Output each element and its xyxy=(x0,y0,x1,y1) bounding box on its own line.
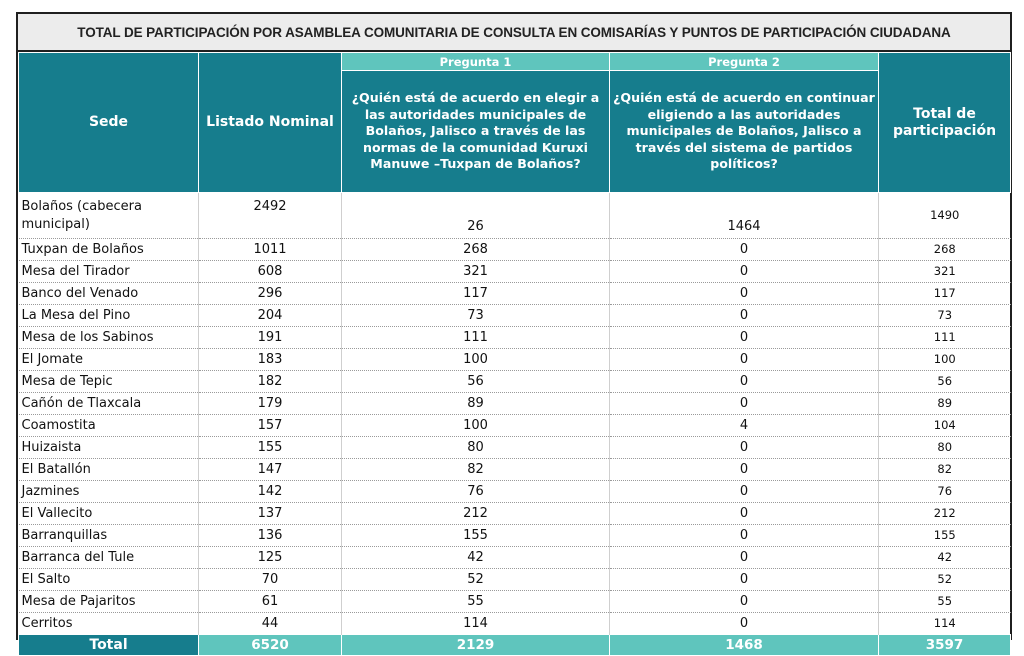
cell-pregunta-2: 0 xyxy=(610,371,879,393)
table-row xyxy=(19,305,1011,327)
cell-sede: Barranca del Tule xyxy=(19,547,199,569)
cell-listado: 44 xyxy=(199,613,342,635)
cell-listado: 136 xyxy=(199,525,342,547)
cell-pregunta-2: 0 xyxy=(610,569,879,591)
total-listado: 6520 xyxy=(199,635,342,656)
cell-total: 117 xyxy=(879,283,1011,305)
total-participacion: 3597 xyxy=(879,635,1011,656)
cell-pregunta-1: 76 xyxy=(342,481,610,503)
cell-sede: Coamostita xyxy=(19,415,199,437)
cell-total: 104 xyxy=(879,415,1011,437)
cell-sede: El Salto xyxy=(19,569,199,591)
table-row xyxy=(19,261,1011,283)
cell-total: 111 xyxy=(879,327,1011,349)
cell-sede: Jazmines xyxy=(19,481,199,503)
cell-sede: Mesa de Tepic xyxy=(19,371,199,393)
cell-pregunta-1: 117 xyxy=(342,283,610,305)
cell-listado: 157 xyxy=(199,415,342,437)
cell-listado: 182 xyxy=(199,371,342,393)
cell-pregunta-1: 100 xyxy=(342,415,610,437)
cell-pregunta-2: 0 xyxy=(610,481,879,503)
table-row xyxy=(19,503,1011,525)
cell-listado: 155 xyxy=(199,437,342,459)
cell-sede: Tuxpan de Bolaños xyxy=(19,239,199,261)
cell-total: 55 xyxy=(879,591,1011,613)
header-pregunta-2: Pregunta 2 xyxy=(610,53,879,71)
cell-pregunta-1: 26 xyxy=(342,193,610,239)
cell-pregunta-2: 0 xyxy=(610,327,879,349)
cell-pregunta-2: 0 xyxy=(610,547,879,569)
cell-total: 321 xyxy=(879,261,1011,283)
total-pregunta-2: 1468 xyxy=(610,635,879,656)
cell-pregunta-2: 0 xyxy=(610,283,879,305)
table-row xyxy=(19,415,1011,437)
cell-sede: Cerritos xyxy=(19,613,199,635)
cell-pregunta-1: 55 xyxy=(342,591,610,613)
cell-pregunta-1: 52 xyxy=(342,569,610,591)
cell-pregunta-2: 4 xyxy=(610,415,879,437)
cell-sede: El Batallón xyxy=(19,459,199,481)
cell-sede: Mesa del Tirador xyxy=(19,261,199,283)
cell-total: 114 xyxy=(879,613,1011,635)
cell-pregunta-1: 111 xyxy=(342,327,610,349)
cell-pregunta-1: 82 xyxy=(342,459,610,481)
header-total-participacion: Total de participación xyxy=(879,53,1011,193)
participation-table-frame xyxy=(16,12,1012,653)
cell-pregunta-1: 114 xyxy=(342,613,610,635)
header-listado-nominal: Listado Nominal xyxy=(199,53,342,193)
cell-pregunta-2: 0 xyxy=(610,239,879,261)
table-row xyxy=(19,327,1011,349)
table-row xyxy=(19,283,1011,305)
cell-pregunta-1: 321 xyxy=(342,261,610,283)
cell-listado: 608 xyxy=(199,261,342,283)
cell-listado: 125 xyxy=(199,547,342,569)
cell-pregunta-2: 0 xyxy=(610,437,879,459)
cell-pregunta-2: 0 xyxy=(610,525,879,547)
cell-pregunta-1: 42 xyxy=(342,547,610,569)
cell-sede: Banco del Venado xyxy=(19,283,199,305)
cell-pregunta-1: 155 xyxy=(342,525,610,547)
table-row xyxy=(19,613,1011,635)
cell-sede: Huizaista xyxy=(19,437,199,459)
cell-pregunta-1: 56 xyxy=(342,371,610,393)
cell-sede: La Mesa del Pino xyxy=(19,305,199,327)
table-row xyxy=(19,371,1011,393)
cell-pregunta-2: 0 xyxy=(610,459,879,481)
cell-sede: Mesa de Pajaritos xyxy=(19,591,199,613)
header-pregunta-1: Pregunta 1 xyxy=(342,53,610,71)
cell-listado: 147 xyxy=(199,459,342,481)
cell-pregunta-1: 89 xyxy=(342,393,610,415)
cell-pregunta-2: 1464 xyxy=(610,193,879,239)
table-row xyxy=(19,547,1011,569)
cell-listado: 61 xyxy=(199,591,342,613)
cell-listado: 142 xyxy=(199,481,342,503)
cell-pregunta-1: 100 xyxy=(342,349,610,371)
table-row xyxy=(19,591,1011,613)
table-row xyxy=(19,393,1011,415)
cell-total: 89 xyxy=(879,393,1011,415)
cell-sede: El Vallecito xyxy=(19,503,199,525)
cell-total: 1490 xyxy=(879,193,1011,239)
table-row xyxy=(19,459,1011,481)
table-row xyxy=(19,193,1011,239)
totals-row xyxy=(19,635,1011,656)
cell-listado: 70 xyxy=(199,569,342,591)
cell-listado: 183 xyxy=(199,349,342,371)
cell-total: 100 xyxy=(879,349,1011,371)
header-sede: Sede xyxy=(19,53,199,193)
cell-pregunta-2: 0 xyxy=(610,613,879,635)
cell-pregunta-1: 73 xyxy=(342,305,610,327)
totals-label: Total xyxy=(19,635,199,656)
cell-total: 268 xyxy=(879,239,1011,261)
cell-pregunta-1: 80 xyxy=(342,437,610,459)
cell-sede: El Jomate xyxy=(19,349,199,371)
cell-listado: 2492 xyxy=(199,193,342,239)
cell-sede: Cañón de Tlaxcala xyxy=(19,393,199,415)
cell-pregunta-2: 0 xyxy=(610,305,879,327)
cell-total: 155 xyxy=(879,525,1011,547)
cell-sede: Bolaños (cabecera municipal) xyxy=(19,193,199,239)
question-2-text: ¿Quién está de acuerdo en continuar eligiendo a las autoridades municipales de Bolaños, Jalisco a través del sistema de partidos políticos? xyxy=(610,71,879,193)
cell-total: 212 xyxy=(879,503,1011,525)
cell-pregunta-1: 268 xyxy=(342,239,610,261)
cell-pregunta-1: 212 xyxy=(342,503,610,525)
cell-pregunta-2: 0 xyxy=(610,261,879,283)
cell-listado: 191 xyxy=(199,327,342,349)
cell-listado: 204 xyxy=(199,305,342,327)
cell-total: 80 xyxy=(879,437,1011,459)
total-pregunta-1: 2129 xyxy=(342,635,610,656)
cell-sede: Barranquillas xyxy=(19,525,199,547)
cell-pregunta-2: 0 xyxy=(610,349,879,371)
cell-pregunta-2: 0 xyxy=(610,503,879,525)
table-title: TOTAL DE PARTICIPACIÓN POR ASAMBLEA COMUNITARIA DE CONSULTA EN COMISARÍAS Y PUNTOS DE PARTICIPACIÓN CIUDADANA xyxy=(18,14,1010,52)
table-row xyxy=(19,569,1011,591)
question-1-text: ¿Quién está de acuerdo en elegir a las autoridades municipales de Bolaños, Jalisco a través de las normas de la comunidad Kuruxi Manuwe –Tuxpan de Bolaños? xyxy=(342,71,610,193)
cell-pregunta-2: 0 xyxy=(610,393,879,415)
table-row xyxy=(19,437,1011,459)
cell-total: 73 xyxy=(879,305,1011,327)
cell-listado: 137 xyxy=(199,503,342,525)
cell-pregunta-2: 0 xyxy=(610,591,879,613)
table-row xyxy=(19,481,1011,503)
cell-total: 82 xyxy=(879,459,1011,481)
table-row xyxy=(19,239,1011,261)
cell-listado: 296 xyxy=(199,283,342,305)
participation-table xyxy=(18,52,1011,656)
cell-total: 42 xyxy=(879,547,1011,569)
cell-total: 56 xyxy=(879,371,1011,393)
cell-listado: 179 xyxy=(199,393,342,415)
table-row xyxy=(19,525,1011,547)
cell-sede: Mesa de los Sabinos xyxy=(19,327,199,349)
table-row xyxy=(19,349,1011,371)
cell-total: 76 xyxy=(879,481,1011,503)
cell-total: 52 xyxy=(879,569,1011,591)
table-body xyxy=(19,193,1011,635)
cell-listado: 1011 xyxy=(199,239,342,261)
